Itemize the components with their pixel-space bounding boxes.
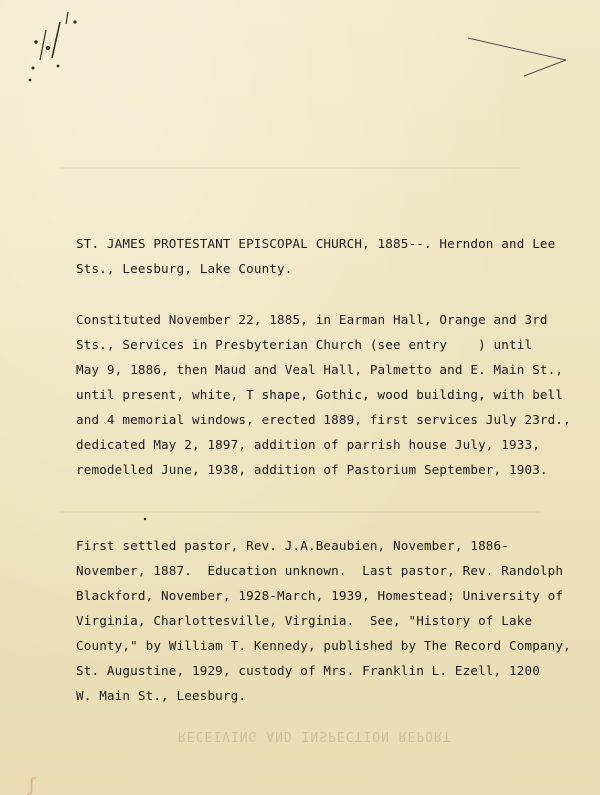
text-line: and 4 memorial windows, erected 1889, first services July 23rd., — [76, 412, 571, 427]
text-line: Sts., Leesburg, Lake County. — [76, 261, 293, 276]
text-line: Sts., Services in Presbyterian Church (see entry ) until — [76, 337, 533, 352]
text-line: St. Augustine, 1929, custody of Mrs. Franklin L. Ezell, 1200 — [76, 663, 540, 678]
text-line: remodelled June, 1938, addition of Pastorium September, 1903. — [76, 462, 548, 477]
text-line: ST. JAMES PROTESTANT EPISCOPAL CHURCH, 1885--. Herndon and Lee — [76, 236, 556, 251]
text-line: County," by William T. Kennedy, published by The Record Company, — [76, 638, 571, 653]
text-line: First settled pastor, Rev. J.A.Beaubien, November, 1886- — [76, 538, 509, 553]
reverse-bleed-heading: RECEIVING AND INSPECTION REPORT — [178, 728, 452, 743]
text-line: dedicated May 2, 1897, addition of parrish house July, 1933, — [76, 437, 540, 452]
text-line: May 9, 1886, then Maud and Veal Hall, Palmetto and E. Main St., — [76, 362, 564, 377]
pencil-arrow-mark — [468, 38, 566, 76]
text-line: Blackford, November, 1928-March, 1939, Homestead; University of — [76, 588, 564, 603]
text-line: Virginia, Charlottesville, Virginia. See, "History of Lake — [76, 613, 533, 628]
margin-pencil-mark: ʃ — [26, 775, 37, 795]
ink-smudge-marks — [29, 12, 76, 81]
text-line: until present, white, T shape, Gothic, wood building, with bell — [76, 387, 564, 402]
text-line: November, 1887. Education unknown. Last pastor, Rev. Randolph — [76, 563, 564, 578]
text-line: W. Main St., Leesburg. — [76, 688, 247, 703]
ink-dot — [144, 518, 146, 520]
text-line: Constituted November 22, 1885, in Earman Hall, Orange and 3rd — [76, 312, 548, 327]
